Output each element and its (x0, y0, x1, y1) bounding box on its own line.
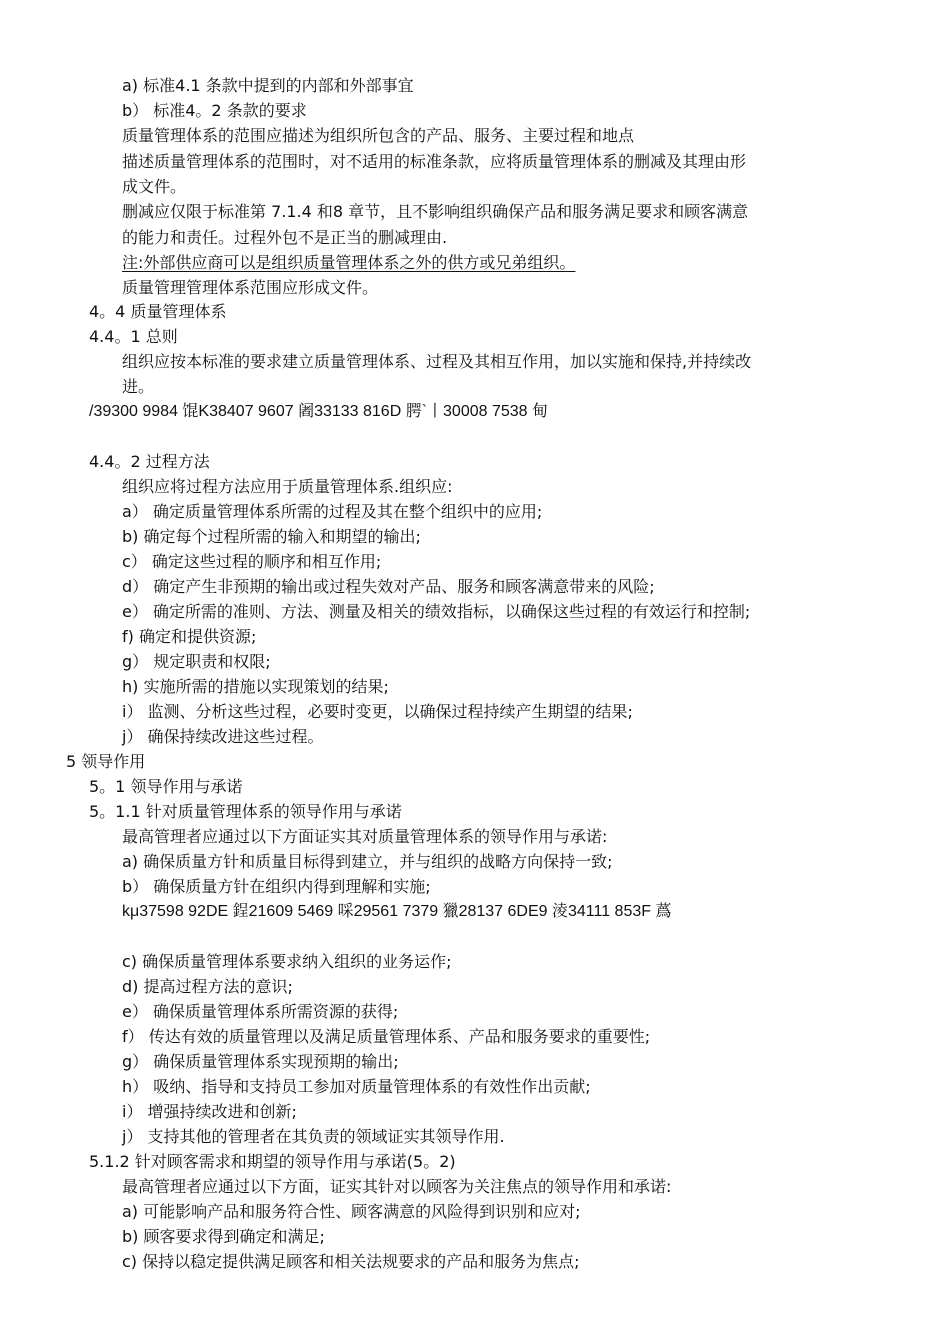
list-item: b) 确定每个过程所需的输入和期望的输出; (122, 527, 421, 546)
paragraph: 进。 (122, 377, 155, 396)
section-heading: 5.1.2 针对顾客需求和期望的领导作用与承诺(5。2) (89, 1152, 456, 1171)
list-item: j） 确保持续改进这些过程。 (122, 727, 324, 746)
list-item: d） 确定产生非预期的输出或过程失效对产品、服务和顾客满意带来的风险; (122, 577, 655, 596)
paragraph: 最高管理者应通过以下方面，证实其针对以顾客为关注焦点的领导作用和承诺: (122, 1177, 672, 1196)
list-item: d) 提高过程方法的意识; (122, 977, 293, 996)
paragraph: 质量管理管理体系范围应形成文件。 (122, 278, 379, 297)
section-heading: 5。1.1 针对质量管理体系的领导作用与承诺 (89, 802, 402, 821)
list-item: a) 标准4.1 条款中提到的内部和外部事宜 (122, 76, 414, 95)
paragraph: 质量管理体系的范围应描述为组织所包含的产品、服务、主要过程和地点 (122, 126, 635, 145)
section-heading: 4。4 质量管理体系 (89, 302, 227, 321)
paragraph: 描述质量管理体系的范围时，对不适用的标准条款，应将质量管理体系的删减及其理由形 (122, 152, 747, 171)
note: 注:外部供应商可以是组织质量管理体系之外的供方或兄弟组织。 (122, 253, 576, 272)
list-item: i） 监测、分析这些过程，必要时变更，以确保过程持续产生期望的结果; (122, 702, 633, 721)
paragraph: 删减应仅限于标准第 7.1.4 和8 章节，且不影响组织确保产品和服务满足要求和顾客满意 (122, 202, 749, 221)
list-item: c) 确保质量管理体系要求纳入组织的业务运作; (122, 952, 452, 971)
list-item: j） 支持其他的管理者在其负责的领域证实其领导作用. (122, 1127, 505, 1146)
list-item: b） 确保质量方针在组织内得到理解和实施; (122, 877, 431, 896)
list-item: h) 实施所需的措施以实现策划的结果; (122, 677, 389, 696)
section-heading: 4.4。2 过程方法 (89, 452, 210, 471)
section-heading: 4.4。1 总则 (89, 327, 178, 346)
paragraph: 最高管理者应通过以下方面证实其对质量管理体系的领导作用与承诺: (122, 827, 608, 846)
list-item: a) 确保质量方针和质量目标得到建立，并与组织的战略方向保持一致; (122, 852, 613, 871)
list-item: a） 确定质量管理体系所需的过程及其在整个组织中的应用; (122, 502, 543, 521)
list-item: e） 确定所需的准则、方法、测量及相关的绩效指标，以确保这些过程的有效运行和控制; (122, 602, 751, 621)
paragraph: 组织应按本标准的要求建立质量管理体系、过程及其相互作用，加以实施和保持,并持续改 (122, 352, 752, 371)
encoding-noise-line: kμ37598 92DE 鋥21609 5469 啋29561 7379 獵28137 6DE9 淩34111 853F 蔿 (122, 903, 672, 920)
list-item: b） 标准4。2 条款的要求 (122, 101, 307, 120)
list-item: h） 吸纳、指导和支持员工参加对质量管理体系的有效性作出贡献; (122, 1077, 591, 1096)
list-item: i） 增强持续改进和创新; (122, 1102, 297, 1121)
list-item: e） 确保质量管理体系所需资源的获得; (122, 1002, 399, 1021)
list-item: c) 保持以稳定提供满足顾客和相关法规要求的产品和服务为焦点; (122, 1252, 580, 1271)
list-item: g） 确保质量管理体系实现预期的输出; (122, 1052, 399, 1071)
paragraph: 的能力和责任。过程外包不是正当的删减理由. (122, 228, 448, 247)
chapter-heading: 5 领导作用 (66, 752, 146, 771)
section-heading: 5。1 领导作用与承诺 (89, 777, 243, 796)
encoding-noise-line: /39300 9984 馄K38407 9607 阇33133 816D 腭`丨30008 7538 甸 (89, 403, 549, 420)
list-item: f) 确定和提供资源; (122, 627, 257, 646)
list-item: f） 传达有效的质量管理以及满足质量管理体系、产品和服务要求的重要性; (122, 1027, 651, 1046)
paragraph: 组织应将过程方法应用于质量管理体系.组织应: (122, 477, 453, 496)
list-item: g） 规定职责和权限; (122, 652, 271, 671)
list-item: c） 确定这些过程的顺序和相互作用; (122, 552, 382, 571)
list-item: b) 顾客要求得到确定和满足; (122, 1227, 325, 1246)
list-item: a) 可能影响产品和服务符合性、顾客满意的风险得到识别和应对; (122, 1202, 581, 1221)
paragraph: 成文件。 (122, 177, 187, 196)
